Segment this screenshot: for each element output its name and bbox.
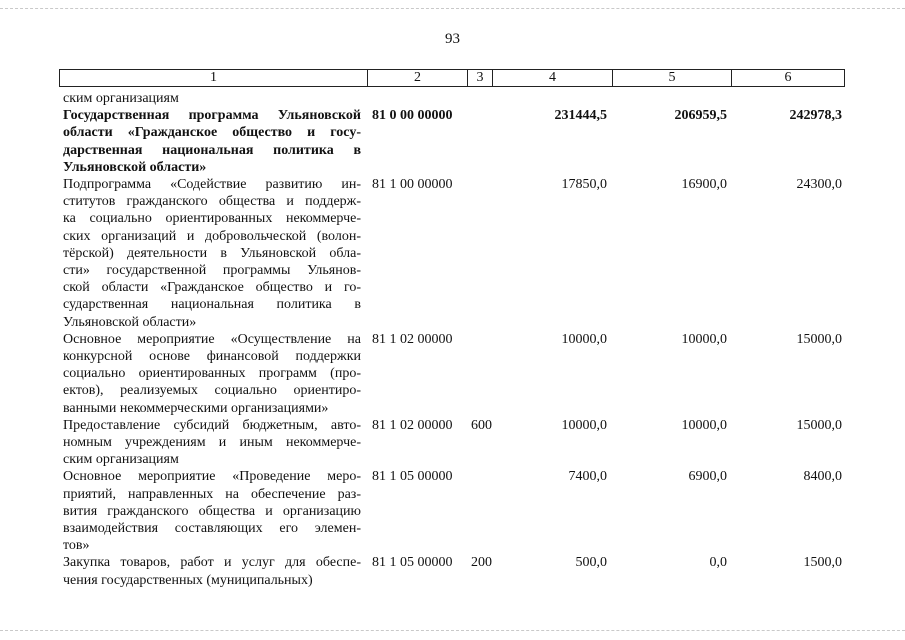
description-line: номным учреждениям и иным некоммерче- (63, 434, 361, 450)
description-line: Закупка товаров, работ и услуг для обеспе- (63, 555, 361, 571)
row-code: 81 1 00 00000 (372, 177, 453, 192)
row-value-col5: 206959,5 (674, 108, 727, 124)
row-value-col5: 10000,0 (681, 331, 727, 347)
row-value-col5: 16900,0 (681, 177, 727, 192)
row-description (63, 554, 361, 588)
description-line: ской области «Гражданское общество и го- (63, 280, 361, 296)
row-value-col4: 500,0 (575, 555, 607, 571)
row-code: 81 1 02 00000 (372, 331, 453, 347)
description-line: области «Гражданское общество и госу- (63, 125, 361, 141)
row-value-col5: 10000,0 (681, 417, 727, 433)
row-value-col6: 15000,0 (796, 417, 842, 433)
description-line: ским организациям (63, 91, 179, 106)
header-col-1: 1 (60, 70, 368, 86)
description-line: тов» (63, 538, 90, 554)
description-line: ским организациям (63, 452, 179, 468)
row-expense-type: 600 (471, 417, 492, 433)
description-line: взаимодействия составляющих его элемен- (63, 520, 361, 536)
row-value-col4: 17850,0 (561, 177, 607, 192)
header-col-6: 6 (784, 70, 792, 85)
description-line: сударственная национальная политика в (63, 297, 361, 313)
row-value-col6: 15000,0 (796, 331, 842, 347)
description-line: Основное мероприятие «Осуществление на (63, 331, 361, 347)
description-line: чения государственных (муниципальных) (63, 572, 313, 588)
scan-artifact-top (0, 8, 905, 9)
row-value-col6: 242978,3 (789, 108, 842, 124)
row-value-col6: 1500,0 (803, 555, 842, 571)
row-value-col6: 8400,0 (803, 469, 842, 485)
header-col-3: 3 (468, 70, 493, 86)
row-value-col4: 7400,0 (568, 469, 607, 485)
description-line: приятий, направленных на обеспечение раз- (63, 486, 361, 502)
row-value-col4: 10000,0 (561, 331, 607, 347)
row-value-col4: 10000,0 (561, 417, 607, 433)
description-line: социально ориентированных программ (про- (63, 366, 361, 382)
description-line: Ульяновской области» (63, 314, 197, 330)
row-code: 81 1 02 00000 (372, 417, 453, 433)
description-line: ских организаций и добровольческой (волон- (63, 228, 361, 244)
row-value-col5: 0,0 (709, 555, 727, 571)
description-line: Государственная программа Ульяновской (63, 108, 361, 124)
row-description (63, 176, 361, 331)
description-line: ванными некоммерческими организациями» (63, 400, 329, 416)
header-col-4: 4 (493, 70, 613, 86)
description-line: ститутов гражданского общества и поддерж- (63, 194, 361, 210)
description-line: Предоставление субсидий бюджетным, авто- (63, 417, 361, 433)
description-line: Основное мероприятие «Проведение меро- (63, 469, 361, 485)
description-line: Ульяновской области» (63, 159, 207, 175)
description-line: сти» государственной программы Ульянов- (63, 262, 361, 278)
page-number: 93 (445, 31, 460, 47)
description-line: дарственная национальная политика в (63, 142, 361, 158)
description-line: тёрской) деятельности в Ульяновской обла- (63, 245, 361, 261)
table-header-row (59, 69, 845, 87)
header-col-5: 5 (613, 70, 732, 86)
row-code: 81 0 00 00000 (372, 108, 453, 124)
row-value-col5: 6900,0 (688, 469, 727, 485)
row-expense-type: 200 (471, 555, 492, 571)
row-value-col6: 24300,0 (796, 177, 842, 192)
row-description (63, 331, 361, 417)
row-value-col4: 231444,5 (554, 108, 607, 124)
description-line: Подпрограмма «Содействие развитию ин- (63, 177, 361, 192)
header-col-2: 2 (368, 70, 468, 86)
description-line: ка социально ориентированных некоммерче- (63, 211, 361, 227)
description-line: вития гражданского общества и организацию (63, 503, 361, 519)
row-code: 81 1 05 00000 (372, 469, 453, 485)
row-description (63, 468, 361, 554)
row-description (63, 90, 361, 107)
scan-artifact-bottom (0, 630, 905, 631)
description-line: конкурсной основе финансовой поддержки (63, 348, 361, 364)
row-code: 81 1 05 00000 (372, 555, 453, 571)
description-line: ектов), реализуемых социально ориентиро- (63, 383, 361, 399)
row-description (63, 417, 361, 469)
row-description (63, 107, 361, 176)
